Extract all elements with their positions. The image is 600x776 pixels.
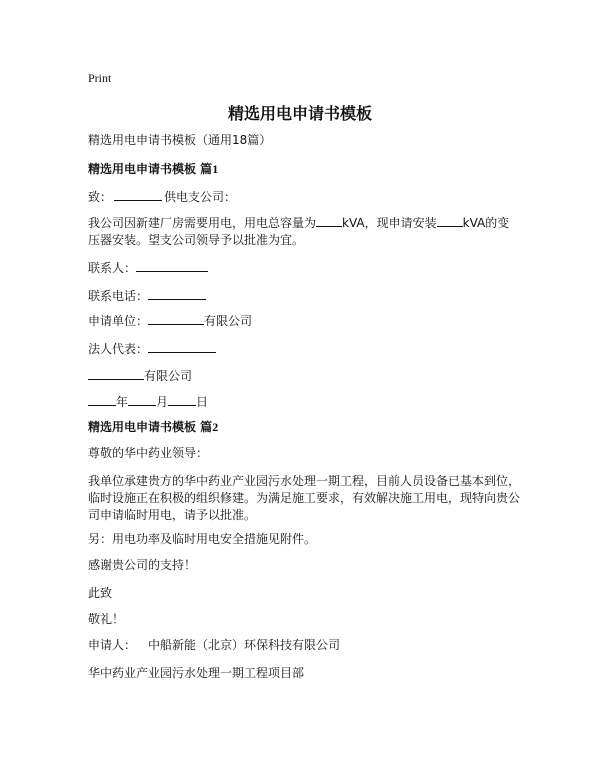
section2-attachment-note: 另：用电功率及临时用电安全措施见附件。 bbox=[88, 532, 317, 546]
applicant-name: 中船新能（北京）环保科技有限公司 bbox=[148, 638, 341, 652]
capacity-blank bbox=[316, 215, 342, 227]
section2-closing-2: 敬礼！ bbox=[88, 612, 125, 626]
p1-part-b: kVA，现申请安装 bbox=[342, 216, 437, 230]
document-subtitle: 精选用电申请书模板（通用18篇） bbox=[88, 133, 272, 147]
applicant-label: 申请人： bbox=[88, 638, 137, 652]
legal-blank bbox=[148, 341, 216, 353]
section2-body-line1: 我单位承建贵方的华中药业产业园污水处理一期工程，目前人员设备已基本到位， bbox=[88, 474, 521, 488]
transformer-blank bbox=[437, 215, 463, 227]
date-row bbox=[88, 394, 208, 409]
p1-part-a: 我公司因新建厂房需要用电，用电总容量为 bbox=[88, 216, 317, 230]
section2-salutation: 尊敬的华中药业领导： bbox=[88, 446, 209, 460]
section1-addressee bbox=[88, 189, 236, 204]
phone-blank bbox=[148, 288, 206, 300]
phone-label: 联系电话： bbox=[88, 289, 149, 303]
contact-label: 联系人： bbox=[88, 261, 137, 275]
company-blank bbox=[88, 368, 144, 380]
section1-heading-text: 精选用电申请书模板 篇 bbox=[88, 162, 213, 176]
contact-row bbox=[88, 260, 208, 275]
document-title: 精选用电申请书模板 bbox=[227, 104, 372, 123]
applicant-row bbox=[88, 638, 340, 652]
section1-heading-number: 1 bbox=[212, 162, 219, 176]
project-department: 华中药业产业园污水处理一期工程项目部 bbox=[88, 666, 305, 680]
section2-body-line3: 司申请临时用电，请予以批准。 bbox=[88, 508, 257, 522]
section2-heading-number: 2 bbox=[212, 420, 219, 434]
company-suffix: 有限公司 bbox=[144, 369, 193, 383]
year-blank bbox=[88, 394, 116, 406]
month-blank bbox=[128, 394, 156, 406]
to-suffix: 供电支公司： bbox=[164, 190, 237, 204]
company-row bbox=[88, 368, 192, 383]
section2-heading bbox=[88, 420, 218, 434]
section2-body-line2: 临时设施正在积极的组织修建。为满足施工要求，有效解决施工用电，现特向贵公 bbox=[88, 491, 521, 505]
unit-suffix: 有限公司 bbox=[204, 314, 253, 328]
section2-heading-text: 精选用电申请书模板 篇 bbox=[88, 420, 213, 434]
p1-part-c: kVA的变 bbox=[462, 216, 510, 230]
section1-paragraph-line1 bbox=[88, 215, 509, 230]
addressee-blank bbox=[114, 189, 162, 201]
phone-row bbox=[88, 288, 206, 303]
contact-blank bbox=[136, 260, 208, 272]
unit-label: 申请单位： bbox=[88, 314, 149, 328]
section2-closing-1: 此致 bbox=[88, 586, 113, 600]
unit-blank bbox=[148, 313, 204, 325]
section2-thanks: 感谢贵公司的支持！ bbox=[88, 558, 197, 572]
year-label: 年 bbox=[116, 395, 129, 409]
day-label: 日 bbox=[196, 395, 209, 409]
unit-row bbox=[88, 313, 252, 328]
print-link[interactable]: Print bbox=[88, 71, 112, 85]
section1-heading bbox=[88, 162, 218, 176]
legal-label: 法人代表： bbox=[88, 342, 149, 356]
to-prefix: 致： bbox=[88, 190, 113, 204]
day-blank bbox=[168, 394, 196, 406]
legal-rep-row bbox=[88, 341, 216, 356]
month-label: 月 bbox=[156, 395, 169, 409]
section1-paragraph-line2: 压器安装。望支公司领导予以批准为宜。 bbox=[88, 233, 305, 247]
